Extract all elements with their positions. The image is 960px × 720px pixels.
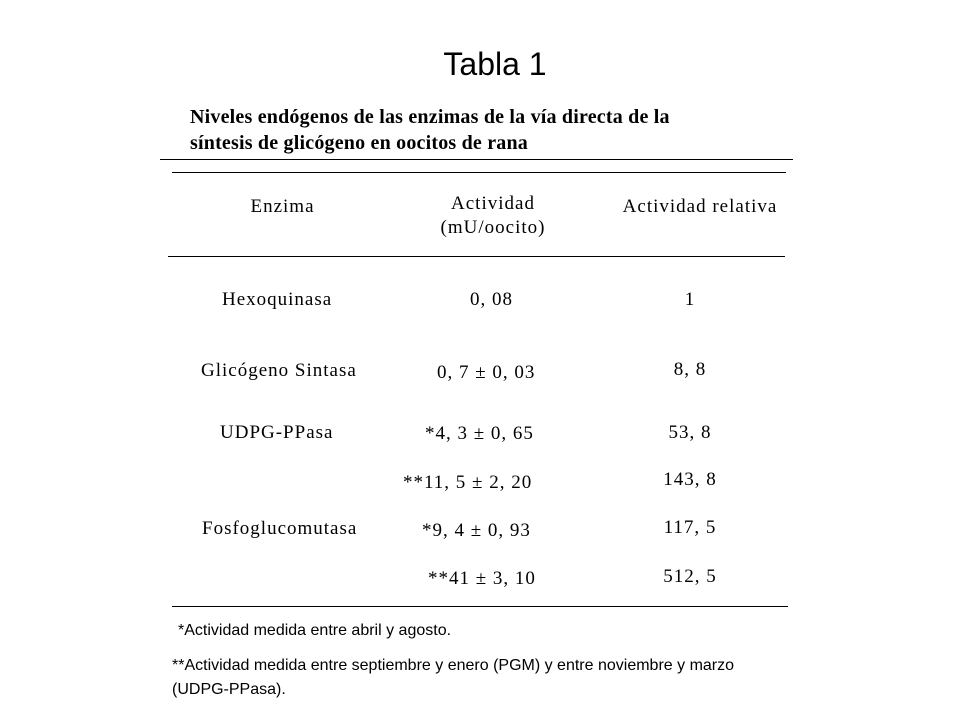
header-enzima: Enzima (250, 196, 315, 217)
table-caption-line-1: Niveles endógenos de las enzimas de la vía directa de la (190, 106, 670, 128)
relative-value: 8, 8 (673, 359, 707, 380)
relative-value: 143, 8 (663, 469, 717, 490)
relative-value: 512, 5 (663, 566, 717, 587)
enzyme-fosfoglucomutasa: Fosfoglucomutasa (202, 518, 358, 539)
page-title: Tabla 1 (443, 46, 547, 82)
activity-value: *4, 3 ± 0, 65 (425, 423, 534, 444)
relative-value: 53, 8 (668, 422, 712, 443)
footnote-single-asterisk: *Actividad medida entre abril y agosto. (178, 622, 452, 639)
activity-value: *9, 4 ± 0, 93 (422, 520, 531, 541)
table-caption-line-2: síntesis de glicógeno en oocitos de rana (190, 132, 528, 154)
enzyme-udpg-ppasa: UDPG-PPasa (220, 422, 334, 443)
relative-value: 117, 5 (663, 517, 717, 538)
header-actividad: Actividad (451, 193, 535, 214)
activity-value: **11, 5 ± 2, 20 (403, 472, 533, 493)
header-bottom-rule (168, 256, 785, 257)
table-bottom-rule (172, 606, 788, 607)
table-top-rule (172, 172, 786, 173)
enzyme-hexoquinasa: Hexoquinasa (222, 289, 333, 310)
activity-value: 0, 08 (470, 289, 513, 310)
caption-rule (160, 159, 793, 160)
footnote-double-asterisk: **Actividad medida entre septiembre y enero (PGM) y entre noviembre y marzo (UDPG-PPasa). (172, 657, 735, 698)
activity-value: **41 ± 3, 10 (428, 568, 536, 589)
enzyme-glicogeno-sintasa: Glicógeno Sintasa (201, 360, 357, 381)
relative-value: 1 (684, 289, 696, 310)
header-actividad-unit: (mU/oocito) (440, 217, 546, 238)
activity-value: 0, 7 ± 0, 03 (437, 362, 536, 383)
header-actividad-relativa: Actividad relativa (622, 196, 778, 217)
